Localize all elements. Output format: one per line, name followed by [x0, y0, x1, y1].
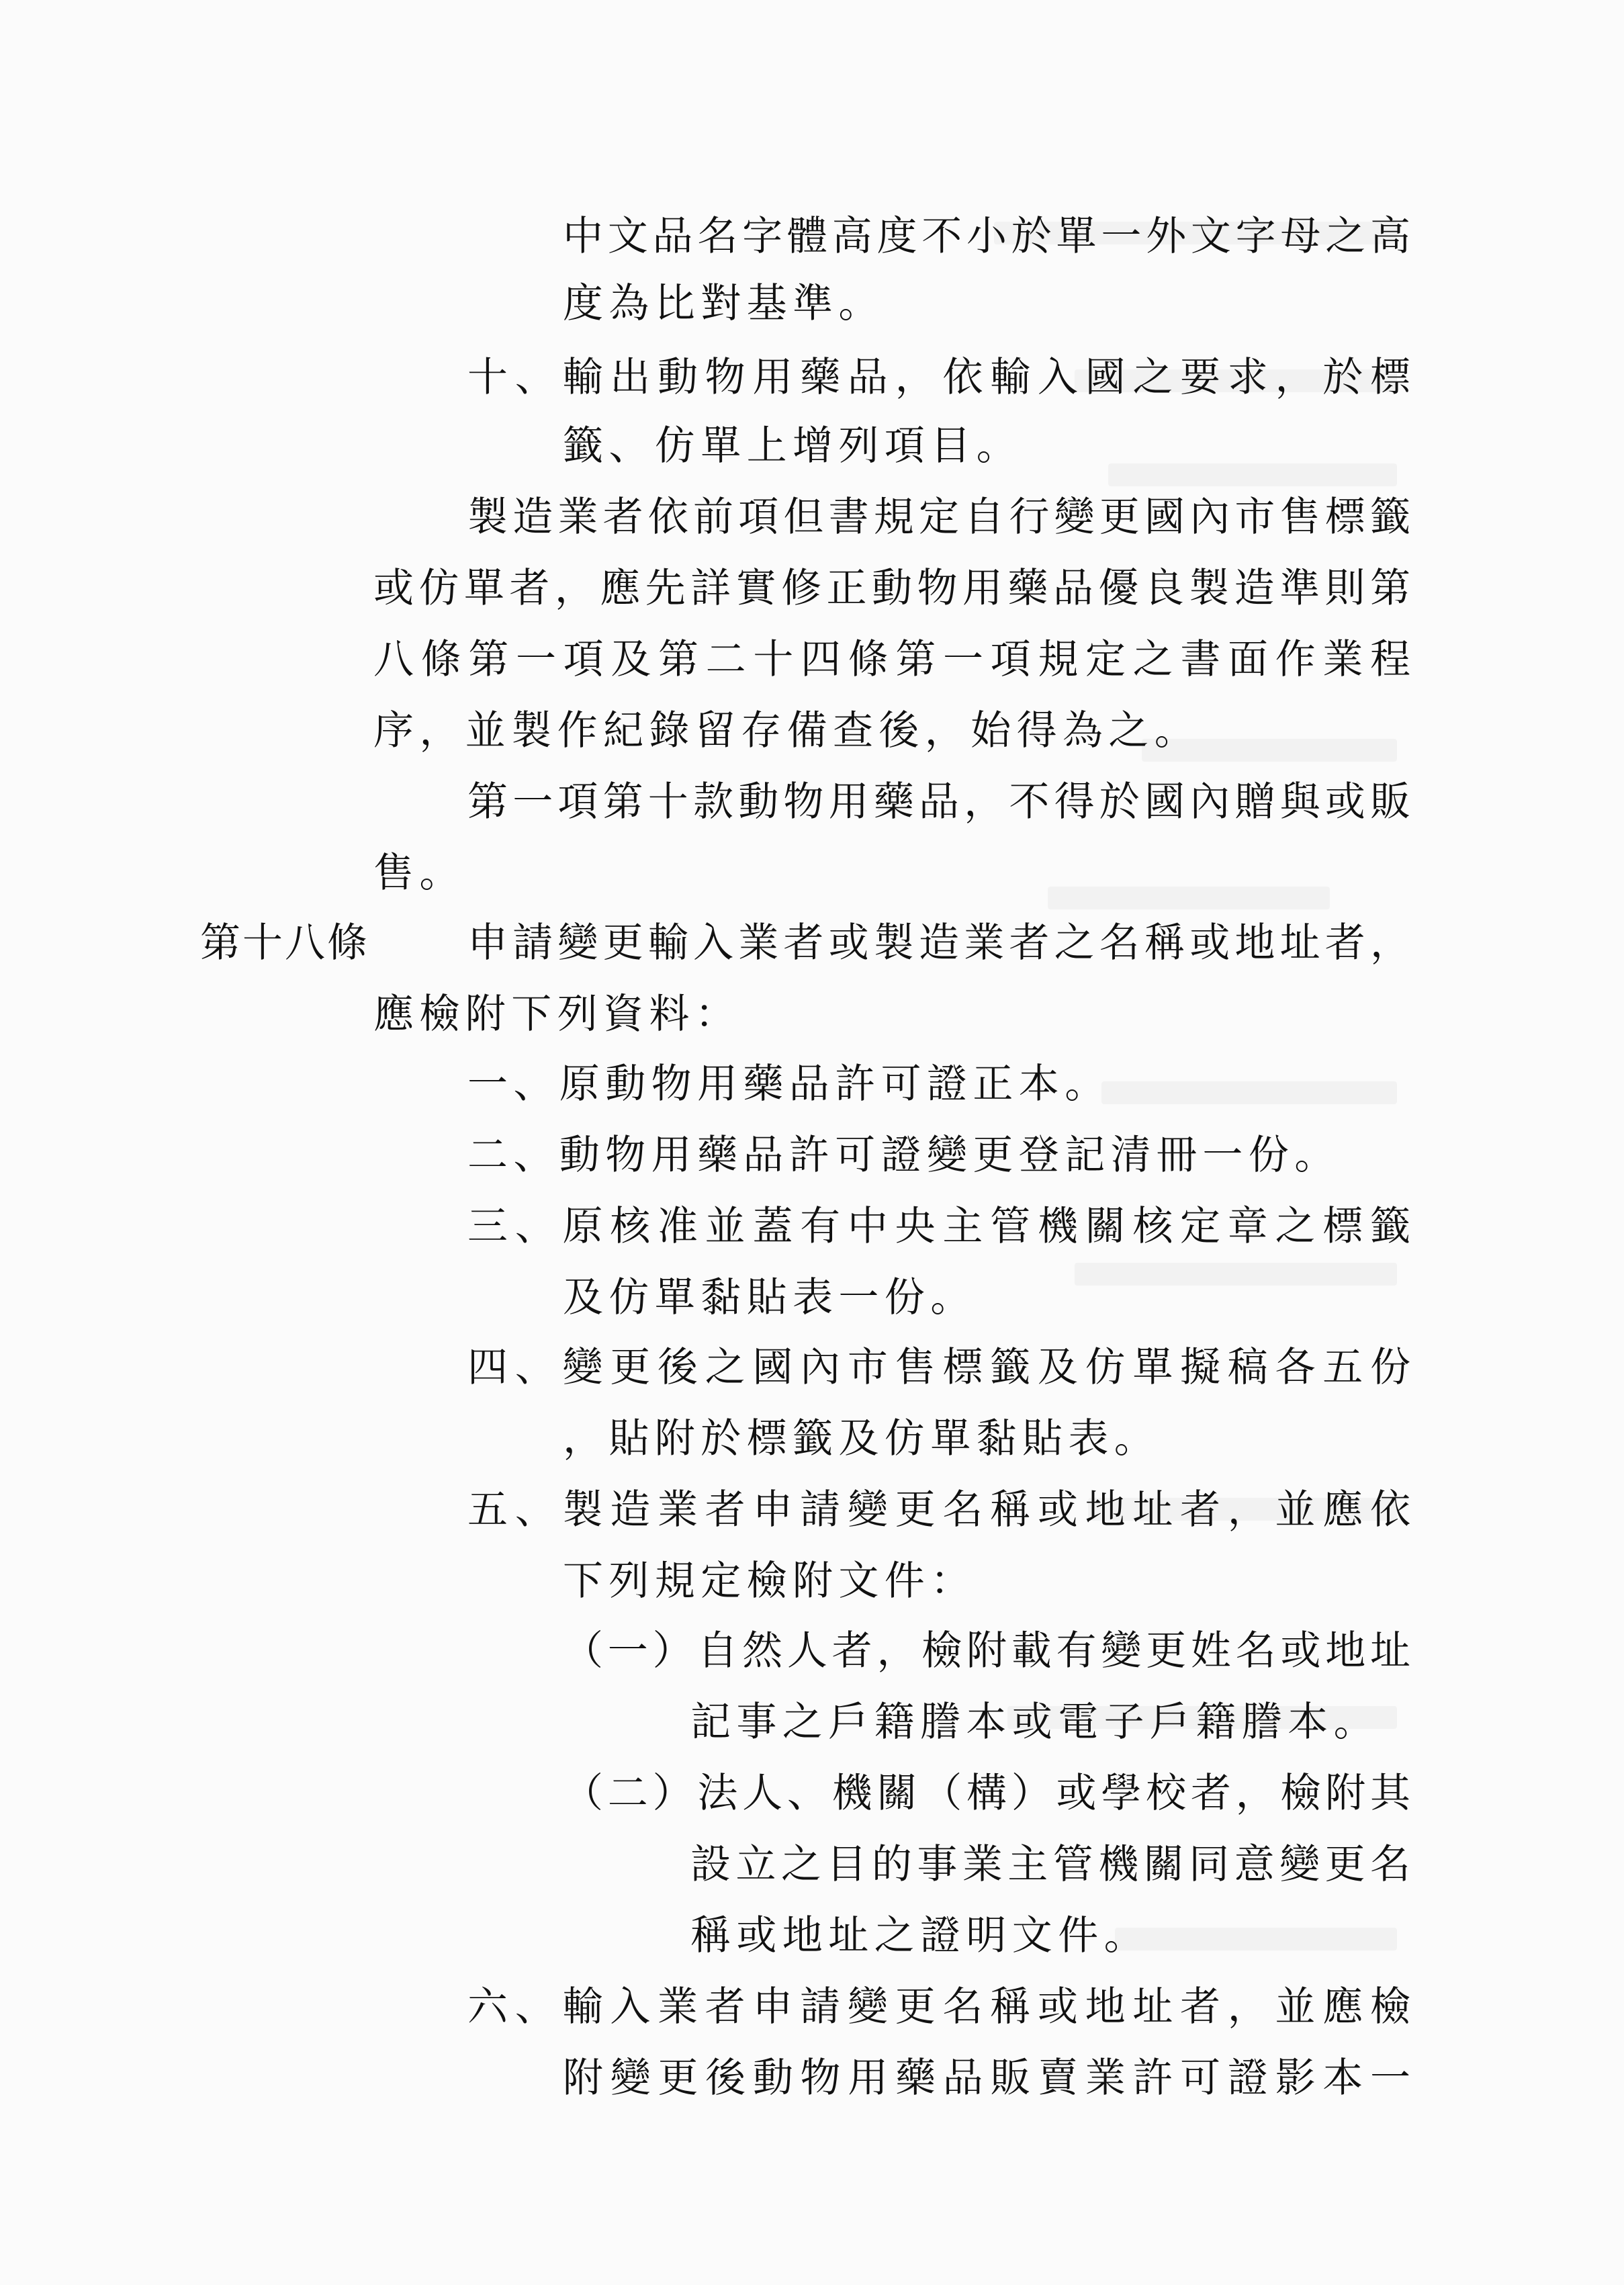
- list-item: 五、製造業者申請變更名稱或地址者，並應依: [467, 1486, 1410, 1533]
- bleed-through-mark: [1108, 463, 1397, 486]
- list-item: 六、輸入業者申請變更名稱或地址者，並應檢: [467, 1983, 1410, 2030]
- text-line: 應檢附下列資料：: [373, 991, 741, 1038]
- list-item: 三、原核准並蓋有中央主管機關核定章之標籤: [467, 1203, 1410, 1250]
- text-line: 附變更後動物用藥品販賣業許可證影本一: [563, 2055, 1410, 2102]
- list-item: 四、變更後之國內市售標籤及仿單擬稿各五份: [467, 1344, 1410, 1391]
- text-line: 籤、仿單上增列項目。: [563, 422, 1022, 469]
- bleed-through-mark: [1101, 1081, 1397, 1104]
- text-line: 度為比對基準。: [563, 280, 885, 327]
- text-line: 售。: [373, 850, 465, 897]
- text-line: 第一項第十款動物用藥品，不得於國內贈與或販: [467, 778, 1410, 825]
- text-line: 下列規定檢附文件：: [563, 1558, 977, 1605]
- text-line: 及仿單黏貼表一份。: [563, 1274, 977, 1321]
- text-line: ，貼附於標籤及仿單黏貼表。: [563, 1415, 1161, 1462]
- text-line: 記事之戶籍謄本或電子戶籍謄本。: [690, 1699, 1380, 1746]
- text-line: 申請變更輸入業者或製造業者之名稱或地址者，: [467, 920, 1410, 967]
- text-line: 序，並製作紀錄留存備查後，始得為之。: [373, 707, 1201, 754]
- text-line: 設立之目的事業主管機關同意變更名: [690, 1841, 1410, 1888]
- text-line: 稱或地址之證明文件。: [690, 1912, 1150, 1959]
- bleed-through-mark: [1075, 1263, 1397, 1286]
- text-line: 製造業者依前項但書規定自行變更國內市售標籤: [467, 494, 1410, 541]
- list-item: 二、動物用藥品許可證變更登記清冊一份。: [467, 1132, 1341, 1179]
- text-line: 或仿單者，應先詳實修正動物用藥品優良製造準則第: [373, 565, 1410, 612]
- bleed-through-mark: [1048, 887, 1330, 909]
- sub-list-item: （二）法人、機關（構）或學校者，檢附其: [563, 1770, 1410, 1817]
- list-item: 一、原動物用藥品許可證正本。: [467, 1061, 1111, 1108]
- article-label: 第十八條: [200, 920, 369, 967]
- text-line: 十、輸出動物用藥品，依輸入國之要求，於標: [467, 354, 1410, 401]
- sub-list-item: （一）自然人者，檢附載有變更姓名或地址: [563, 1627, 1410, 1674]
- bleed-through-mark: [1115, 1928, 1397, 1951]
- text-line: 八條第一項及第二十四條第一項規定之書面作業程: [373, 636, 1410, 683]
- text-line: 中文品名字體高度不小於單一外文字母之高: [563, 213, 1410, 260]
